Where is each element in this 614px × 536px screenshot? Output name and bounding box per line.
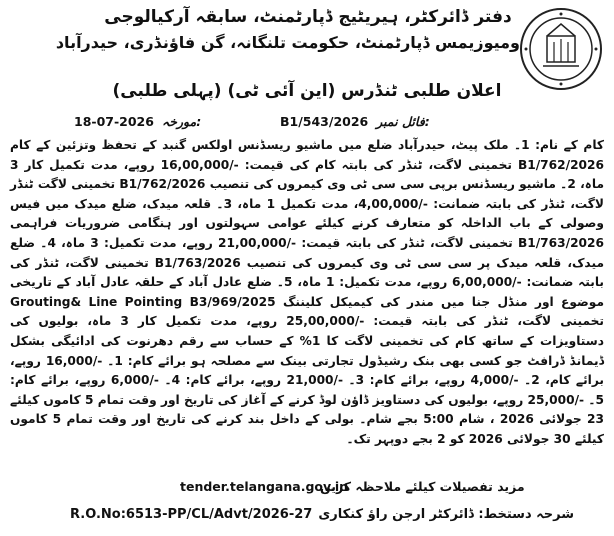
file-and-date-row [20,114,594,134]
department-name-line-1: دفتر ڈائرکٹر، ہیریٹیج ڈپارٹمنٹ، سابقہ آرکیالوجی [104,7,512,27]
date-field [74,114,201,129]
tender-details-body [10,136,604,450]
more-details-note: مزید تفصیلات کیلئے ملاحظہ کریں [320,479,525,494]
signatory: شرحہ دستخط: ڈائرکٹر ارجن راؤ کنکاری [318,507,574,522]
notice-title: اعلان طلبی ٹنڈرس (این آئی ٹی) (پہلی طلبی) [112,81,502,101]
release-order-number: R.O.No:6513-PP/CL/Advt/2026-27 [70,507,313,522]
file-number-value: B1/543/2026 [280,114,369,129]
department-name-line-2: ومیوزیمس ڈپارٹمنٹ، حکومت تلنگانہ، گن فاؤنڈری، حیدرآباد [55,33,520,52]
file-number-label: فائل نمبر: [376,114,430,129]
notice-header [55,4,520,56]
date-value: 18-07-2026 [74,114,154,129]
tender-website-link[interactable]: tender.telangana.gov.in [180,479,349,494]
date-label: مورخہ: [161,114,202,129]
tender-details-paragraph: کام کے نام: 1۔ ملک پیٹ، حیدرآباد ضلع میں ماشیو ریسڈنس اولکس گنبد کے تحفظ وتزئین کے کام B1/762/2026 تخمینی لاگت، ٹنڈر کی بابتہ کام کی قیمت: -/16,00,000 روپے، مدت تکمیل کار 3 ماہ، 2۔ ماشیو ریسڈنس برپی سی سی ٹی وی کیمروں کی تنصیب B1/762/2026 تخمینی لاگت ٹنڈر لاگت، ٹنڈر کی بابتہ ضمانت: -/4,00,000، مدت تکمیل 1 ماہ، 3۔ قلعہ میدک، ضلع میدک میں فیس وصولی کے باب الداخلہ کو متعارف کرنے کیلئے عوامی سہولتوں اور ہنگامی ضروریات فراہمی B1/763/2026 تخمینی لاگت، ٹنڈر کی بابتہ قیمت: -/21,00,000 روپے، مدت تکمیل: 3 ماہ، 4۔ ضلع میدک، قلعہ میدک پر سی سی ٹی وی کیمروں کی تنصیب B1/763/2026 تخمینی لاگت، ٹنڈر کی بابتہ ضمانت: -/6,00,000 روپے، مدت تکمیل: 1 ماہ، 5۔ ضلع عادل آباد کے حلقہ عادل آباد کے تاریخی موضوع اور منڈل جنا میں مندر کی کیمیکل کلیننگ Grouting& Line Pointing B3/969/2025 تخمینی لاگت، ٹنڈر کی بابتہ قیمت: -/25,00,000 روپے، مدت تکمیل کار 3 ماہ، بولیوں کی دستاویزات کے ساتھ کام کی تخمینی لاگت کا 1% کے حساب سے رقم دھرنوت کی ادائیگی بشکل ڈیمانڈ ڈرافٹ جو کسی بھی بنک رشیڈول تجارتی بینک سے مصلحہ ہو برائے کام: 1۔ -/16,000 روپے، برائے کام، 2۔ -/4,000 روپے، برائے کام: 3۔ -/21,000 روپے، برائے کام: 4۔ -/6,000 روپے، برائے کام: 5۔ -/25,000 روپے، بولیوں کی دستاویز ڈاؤن لوڈ کرنے کے آغاز کی تاریخ اور وقت تمام 5 کاموں کیلئے 23 جولائی 2026 ، شام 5:00 بجے شام۔ بولی کے داخل بند کرنے کی تاریخ اور وقت تمام 5 کاموں کیلئے 30 جولائی 2026 کو 2 بجے دوپہر تک۔ [10,138,604,446]
file-number-field [280,114,430,129]
